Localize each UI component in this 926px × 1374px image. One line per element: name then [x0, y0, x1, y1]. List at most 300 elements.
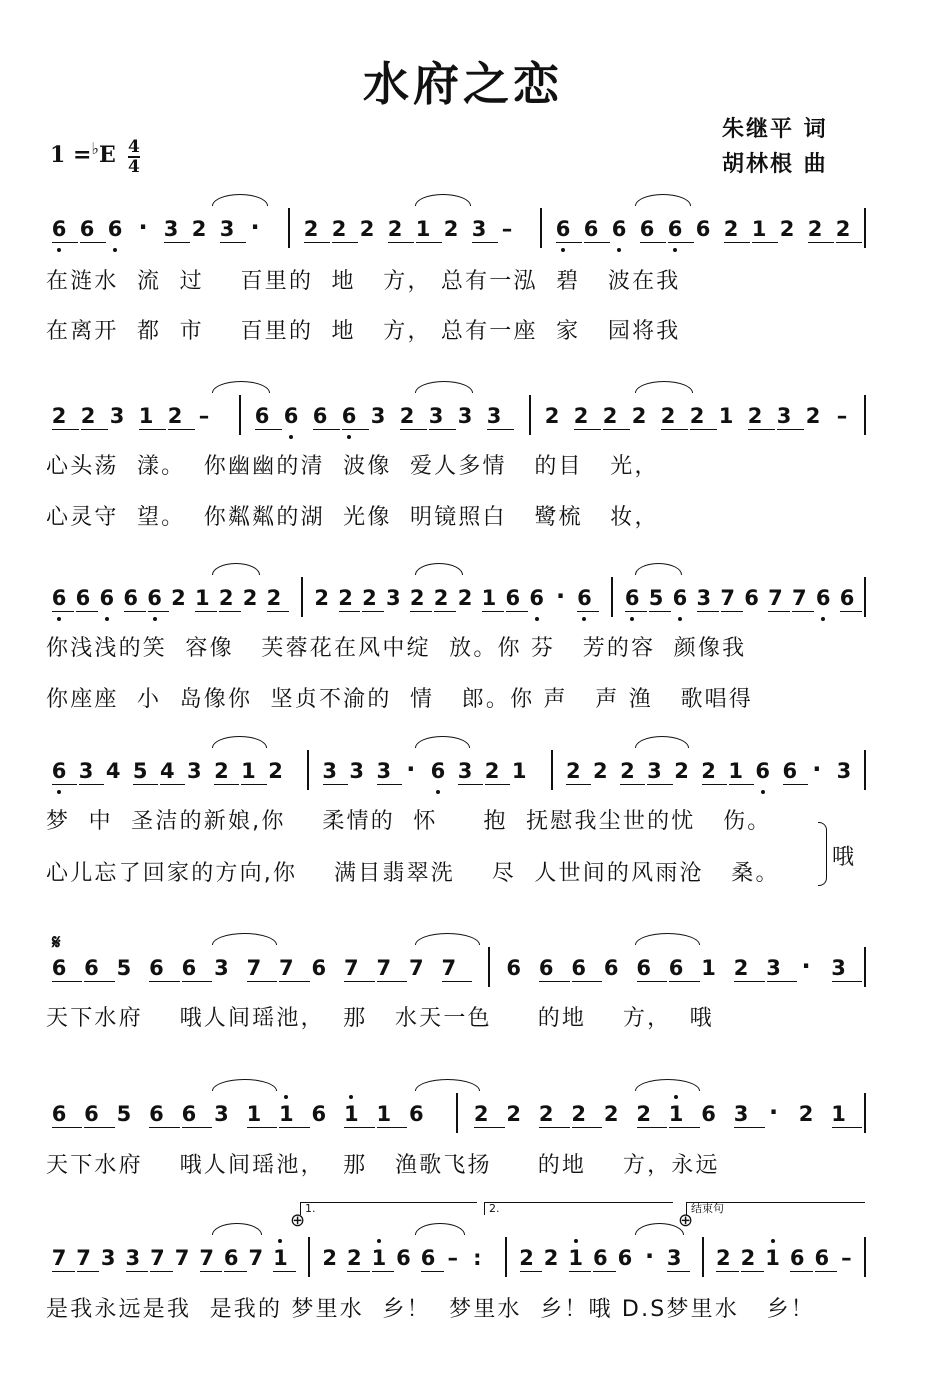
beam-line — [637, 981, 667, 982]
slur-arc — [635, 563, 683, 575]
beam-line — [332, 242, 358, 243]
slur-arc — [212, 736, 266, 748]
beam-line — [790, 1271, 813, 1272]
beam-line — [52, 429, 79, 430]
beam-line — [520, 1271, 543, 1272]
note-digit: 6 — [538, 956, 554, 980]
note-digit: 5 — [132, 759, 148, 783]
note-digit: 3 — [214, 1102, 229, 1126]
beam-line — [52, 242, 78, 243]
note-digit: 6 — [672, 586, 688, 610]
note-digit: 6 — [283, 404, 299, 428]
lower-octave-dot — [617, 248, 621, 252]
note-digit: 6 — [396, 1246, 411, 1270]
note-digit: 7 — [248, 1246, 264, 1270]
note-digit: 6 — [341, 404, 357, 428]
slur-arc — [415, 563, 463, 575]
augmentation-dot: · — [801, 952, 811, 980]
note-digit: 3 — [125, 1246, 141, 1270]
beam-line — [52, 611, 74, 612]
beam-line — [200, 1271, 223, 1272]
beam-line — [815, 1271, 838, 1272]
note-digit: 6 — [815, 586, 831, 610]
beam-line — [81, 429, 108, 430]
note-digit: 2 — [457, 586, 473, 610]
bar-line — [864, 750, 866, 790]
note-digit: 1 — [371, 1246, 387, 1270]
beam-line — [255, 429, 282, 430]
beam-line — [539, 1127, 569, 1128]
beam-line — [150, 1271, 173, 1272]
note-digit: 1 — [701, 956, 716, 980]
beam-line — [342, 429, 369, 430]
time-signature — [128, 138, 140, 176]
bar-line — [864, 947, 866, 987]
beam-line — [474, 1127, 504, 1128]
note-digit: 6 — [84, 1102, 99, 1126]
note-digit: 6 — [744, 586, 759, 610]
beam-line — [669, 1127, 699, 1128]
beam-line — [344, 1127, 374, 1128]
note-digit: 6 — [420, 1246, 436, 1270]
beam-line — [832, 981, 862, 982]
augmentation-dot: · — [138, 213, 148, 241]
lower-octave-dot — [673, 248, 677, 252]
note-digit: 2 — [602, 404, 618, 428]
beam-line — [362, 611, 384, 612]
note-digit: 3 — [428, 404, 444, 428]
note-digit: 6 — [624, 586, 640, 610]
beam-line — [52, 784, 77, 785]
bar-line — [702, 1237, 704, 1277]
note-digit: 7 — [199, 1246, 214, 1270]
note-digit: 2 — [242, 586, 258, 610]
beam-line — [220, 242, 246, 243]
note-digit: 3 — [486, 404, 502, 428]
augmentation-dot: · — [812, 755, 822, 783]
note-digit: 7 — [174, 1246, 190, 1270]
beam-line — [279, 981, 309, 982]
extension-dash: – — [501, 217, 513, 241]
note-digit: 3 — [457, 404, 473, 428]
note-digit: 1 — [568, 1246, 584, 1270]
beam-line — [133, 784, 158, 785]
beam-line — [267, 611, 289, 612]
note-digit: 2 — [798, 1102, 814, 1126]
beam-line — [304, 242, 330, 243]
note-digit: 6 — [667, 217, 683, 241]
note-digit: 3 — [78, 759, 94, 783]
note-digit: 3 — [386, 586, 401, 610]
beam-line — [410, 611, 432, 612]
beam-line — [767, 981, 797, 982]
note-digit: 2 — [573, 404, 589, 428]
note-digit: 2 — [740, 1246, 756, 1270]
beam-line — [139, 429, 166, 430]
slur-arc — [635, 194, 691, 206]
repeat-dots: : — [473, 1246, 482, 1270]
slur-arc — [635, 381, 693, 393]
note-digit: 7 — [720, 586, 736, 610]
extension-dash: – — [836, 404, 848, 428]
lyric-line: 心儿忘了回家的方向,你 满目翡翠洗 尽 人世间的风雨沧 桑。 — [46, 861, 780, 886]
beam-line — [313, 429, 340, 430]
beam-line — [52, 1127, 82, 1128]
segno-sign: 𝄋 — [52, 930, 61, 954]
note-digit: 2 — [603, 1102, 619, 1126]
note-digit: 2 — [506, 1102, 522, 1126]
beam-line — [416, 242, 442, 243]
note-digit: 6 — [639, 217, 655, 241]
beam-line — [126, 1271, 149, 1272]
beam-line — [458, 784, 483, 785]
beam-line — [777, 429, 804, 430]
beam-line — [734, 1127, 764, 1128]
note-digit: 2 — [835, 217, 851, 241]
note-digit: 3 — [349, 759, 365, 783]
note-digit: 2 — [805, 404, 821, 428]
upper-octave-dot — [377, 1239, 381, 1243]
note-digit: 6 — [149, 1102, 164, 1126]
upper-octave-dot — [284, 1095, 288, 1099]
note-digit: 2 — [565, 759, 581, 783]
note-digit: 7 — [408, 956, 424, 980]
note-digit: 6 — [51, 586, 67, 610]
note-digit: 7 — [279, 956, 294, 980]
note-digit: 7 — [792, 586, 807, 610]
note-digit: 6 — [107, 217, 123, 241]
slur-arc — [415, 933, 480, 945]
beam-line — [752, 242, 778, 243]
lyricist-credit: 朱继平 词 — [722, 117, 828, 142]
note-digit: 6 — [577, 586, 592, 610]
bar-line — [307, 750, 309, 790]
beam-line — [566, 784, 591, 785]
lower-octave-dot — [761, 790, 765, 794]
lyric-line: 在涟水 流 过 百里的 地 方， 总有一泓 碧 波在我 — [46, 269, 681, 294]
beam-line — [160, 784, 185, 785]
note-digit: 2 — [689, 404, 705, 428]
note-digit: 2 — [322, 1246, 337, 1270]
note-digit: 6 — [668, 956, 684, 980]
beam-line — [716, 1271, 739, 1272]
key-signature — [50, 139, 116, 168]
note-digit: 3 — [109, 404, 125, 428]
note-digit: 3 — [836, 759, 852, 783]
note-digit: 5 — [116, 1102, 132, 1126]
note-digit: 3 — [187, 759, 202, 783]
beam-line — [741, 1271, 764, 1272]
note-digit: 2 — [191, 217, 207, 241]
beam-line — [79, 784, 104, 785]
augmentation-dot: · — [406, 755, 416, 783]
slur-arc — [415, 194, 471, 206]
beam-line — [52, 1271, 75, 1272]
beam-line — [637, 1127, 667, 1128]
beam-line — [748, 429, 775, 430]
note-digit: 3 — [370, 404, 386, 428]
note-digit: 3 — [100, 1246, 116, 1270]
note-digit: 3 — [322, 759, 337, 783]
first-ending-bracket: 1. — [300, 1202, 477, 1215]
verse-bracket — [818, 822, 827, 886]
lower-octave-dot — [535, 617, 539, 621]
note-digit: 3 — [214, 956, 229, 980]
note-digit: 6 — [583, 217, 599, 241]
note-digit: 6 — [505, 586, 521, 610]
note-digit: 6 — [755, 759, 771, 783]
note-digit: 2 — [51, 404, 67, 428]
note-digit: 1 — [376, 1102, 392, 1126]
note-digit: 2 — [362, 586, 377, 610]
slur-arc — [635, 1079, 700, 1091]
beam-line — [768, 611, 790, 612]
note-digit: 1 — [718, 404, 734, 428]
beam-line — [668, 242, 694, 243]
note-digit: 7 — [441, 956, 457, 980]
slur-arc — [212, 1079, 277, 1091]
note-digit: 2 — [571, 1102, 586, 1126]
flat-sign: ♭ — [91, 139, 99, 158]
beam-line — [647, 784, 672, 785]
composer-credit: 胡林根 曲 — [722, 152, 828, 177]
note-digit: 1 — [194, 586, 210, 610]
final-ending-bracket: 结束句 — [686, 1202, 865, 1215]
lower-octave-dot — [113, 248, 117, 252]
upper-octave-dot — [771, 1239, 775, 1243]
lower-octave-dot — [57, 790, 61, 794]
note-digit: 5 — [648, 586, 664, 610]
beam-line — [247, 1127, 277, 1128]
beam-line — [224, 1271, 247, 1272]
beam-line — [574, 429, 601, 430]
bar-line — [505, 1237, 507, 1277]
interjection: 哦 — [832, 845, 855, 870]
beam-line — [593, 1271, 616, 1272]
lyric-line: 你浅浅的笑 容像 芙蓉花在风中绽 放。你 芬 芳的容 颜像我 — [46, 636, 747, 661]
beam-line — [388, 242, 414, 243]
beam-line — [734, 981, 764, 982]
beam-line — [377, 1127, 407, 1128]
slur-arc — [635, 736, 689, 748]
beam-line — [400, 429, 427, 430]
bar-line — [864, 208, 866, 248]
beam-line — [377, 784, 402, 785]
beam-line — [577, 611, 599, 612]
note-digit: 2 — [346, 1246, 362, 1270]
beam-line — [182, 1127, 212, 1128]
beam-line — [273, 1271, 296, 1272]
beam-line — [572, 1127, 602, 1128]
lower-octave-dot — [630, 617, 634, 621]
note-digit: 3 — [831, 956, 846, 980]
lyric-line: 心灵守 望。 你粼粼的湖 光像 明镜照白 鹭梳 妆， — [46, 505, 659, 530]
bar-line — [308, 1237, 310, 1277]
beam-line — [690, 429, 717, 430]
beam-line — [372, 1271, 395, 1272]
second-ending-bracket: 2. — [484, 1202, 673, 1215]
beam-line — [832, 1127, 862, 1128]
beam-line — [482, 611, 504, 612]
beam-line — [702, 784, 727, 785]
note-digit: 2 — [303, 217, 319, 241]
bar-line — [456, 1093, 458, 1133]
note-digit: 7 — [376, 956, 392, 980]
lower-octave-dot — [57, 617, 61, 621]
note-digit: 3 — [163, 217, 179, 241]
beam-line — [377, 981, 407, 982]
note-digit: 2 — [723, 217, 739, 241]
note-digit: 6 — [51, 759, 67, 783]
lyric-line: 你座座 小 岛像你 坚贞不渝的 情 郎。你 声 声 渔 歌唱得 — [46, 687, 754, 712]
beam-line — [124, 611, 146, 612]
coda-sign: ⊕ — [678, 1210, 694, 1231]
note-digit: 2 — [747, 404, 763, 428]
note-digit: 2 — [484, 759, 500, 783]
note-digit: 6 — [789, 1246, 805, 1270]
note-digit: 6 — [312, 404, 328, 428]
note-digit: 2 — [331, 217, 347, 241]
note-digit: 6 — [84, 956, 99, 980]
note-digit: 2 — [620, 759, 635, 783]
beam-line — [339, 611, 361, 612]
beam-line — [836, 242, 862, 243]
beam-line — [168, 429, 195, 430]
beam-line — [539, 981, 569, 982]
note-digit: 6 — [147, 586, 162, 610]
note-digit: 6 — [99, 586, 115, 610]
note-digit: 2 — [631, 404, 647, 428]
note-digit: 1 — [273, 1246, 288, 1270]
bar-line — [488, 947, 490, 987]
beam-line — [84, 1127, 114, 1128]
beam-line — [434, 611, 456, 612]
beam-line — [472, 242, 498, 243]
note-digit: 2 — [338, 586, 353, 610]
note-digit: 6 — [254, 404, 270, 428]
note-digit: 6 — [430, 759, 446, 783]
slur-arc — [415, 1079, 480, 1091]
note-digit: 2 — [716, 1246, 731, 1270]
beam-line — [724, 242, 750, 243]
lower-octave-dot — [105, 617, 109, 621]
beam-line — [620, 784, 645, 785]
lower-octave-dot — [289, 435, 293, 439]
note-digit: 7 — [150, 1246, 165, 1270]
beam-line — [721, 611, 743, 612]
beam-line — [182, 981, 212, 982]
note-digit: 6 — [51, 217, 67, 241]
note-digit: 6 — [593, 1246, 608, 1270]
augmentation-dot: · — [768, 1098, 779, 1126]
note-digit: 1 — [279, 1102, 294, 1126]
note-digit: 6 — [51, 1102, 67, 1126]
beam-line — [792, 611, 814, 612]
note-digit: 6 — [181, 956, 197, 980]
note-digit: 1 — [751, 217, 767, 241]
note-digit: 3 — [666, 1246, 682, 1270]
note-digit: 2 — [80, 404, 96, 428]
lyric-line: 天下水府 哦人间瑶池， 那 渔歌飞扬 的地 方，永远 — [46, 1153, 720, 1178]
meter-bottom: 4 — [128, 157, 140, 177]
bar-line — [864, 577, 866, 617]
note-digit: 4 — [105, 759, 121, 783]
bar-line — [611, 577, 613, 617]
note-digit: 6 — [75, 586, 91, 610]
note-digit: 2 — [593, 759, 608, 783]
beam-line — [214, 784, 239, 785]
bar-line — [864, 1237, 866, 1277]
bar-line — [551, 750, 553, 790]
note-digit: 2 — [807, 217, 823, 241]
note-digit: 2 — [473, 1102, 489, 1126]
note-digit: 3 — [647, 759, 662, 783]
note-digit: 2 — [171, 586, 186, 610]
beam-line — [569, 1271, 592, 1272]
note-digit: 7 — [246, 956, 262, 980]
note-digit: 3 — [219, 217, 235, 241]
note-digit: 2 — [268, 759, 283, 783]
beam-line — [840, 611, 862, 612]
song-title: 水府之恋 — [363, 57, 563, 111]
lyric-line: 在离开 都 市 百里的 地 方， 总有一座 家 园将我 — [46, 319, 681, 344]
slur-arc — [415, 381, 473, 393]
note-digit: 6 — [51, 956, 67, 980]
note-digit: 2 — [519, 1246, 534, 1270]
bar-line — [301, 577, 303, 617]
lower-octave-dot — [561, 248, 565, 252]
note-digit: 1 — [246, 1102, 262, 1126]
lyric-line: 梦 中 圣洁的新娘,你 柔情的 怀 抱 抚慰我尘世的忧 伤。 — [46, 809, 772, 834]
note-digit: 6 — [181, 1102, 197, 1126]
note-digit: 7 — [768, 586, 783, 610]
beam-line — [219, 611, 241, 612]
beam-line — [603, 429, 630, 430]
note-digit: 6 — [506, 956, 522, 980]
slur-arc — [415, 736, 469, 748]
beam-line — [572, 981, 602, 982]
note-digit: 2 — [443, 217, 459, 241]
lyric-line: 是我永远是我 是我的 梦里水 乡！ 梦里水 乡！哦 D.S梦里水 乡！ — [46, 1297, 816, 1322]
beam-line — [195, 611, 217, 612]
lower-octave-dot — [436, 790, 440, 794]
note-digit: 2 — [409, 586, 425, 610]
beam-line — [649, 611, 671, 612]
note-digit: 2 — [214, 759, 229, 783]
slur-arc — [635, 1223, 684, 1235]
note-digit: 3 — [457, 759, 473, 783]
beam-line — [77, 1271, 100, 1272]
note-digit: 1 — [138, 404, 154, 428]
beam-line — [808, 242, 834, 243]
beam-line — [783, 784, 808, 785]
note-digit: 2 — [538, 1102, 554, 1126]
augmentation-dot: · — [644, 1242, 655, 1270]
bar-line — [239, 395, 241, 435]
upper-octave-dot — [349, 1095, 353, 1099]
note-digit: 2 — [544, 404, 560, 428]
beam-line — [487, 429, 514, 430]
note-digit: 6 — [79, 217, 95, 241]
lower-octave-dot — [582, 617, 586, 621]
note-digit: 6 — [695, 217, 711, 241]
beam-line — [344, 981, 374, 982]
beam-line — [584, 242, 610, 243]
note-digit: 6 — [814, 1246, 830, 1270]
note-digit: 2 — [218, 586, 234, 610]
note-digit: 6 — [529, 586, 544, 610]
note-digit: 6 — [782, 759, 798, 783]
